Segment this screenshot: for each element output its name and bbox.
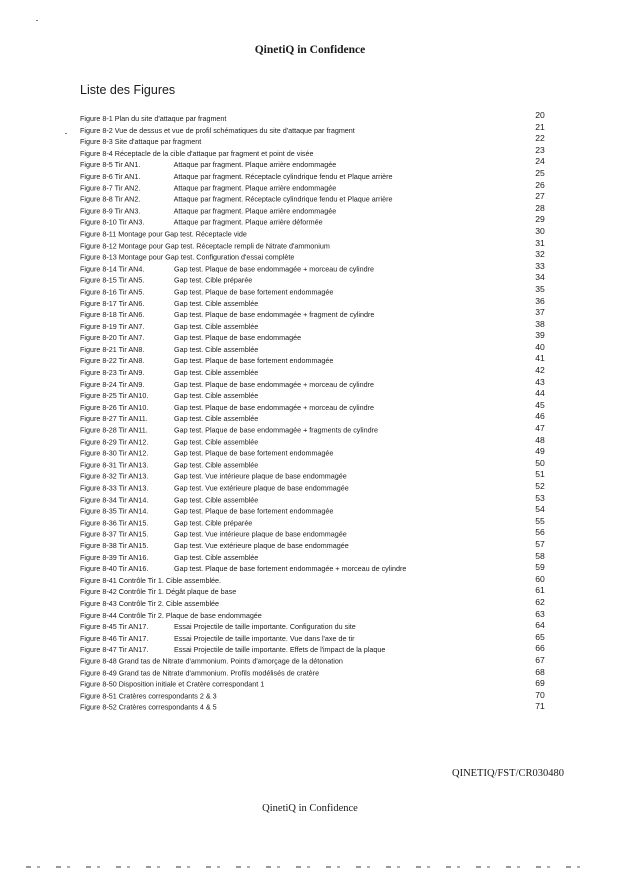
figure-label: Figure 8-4 (80, 148, 113, 158)
page-number: 61 (535, 585, 545, 596)
figure-entry (80, 563, 490, 575)
figure-label: Figure 8-46 Tir AN17. (80, 633, 149, 643)
figure-label: Figure 8-42 (80, 587, 117, 597)
figure-label: Figure 8-29 Tir AN12. (80, 437, 149, 447)
figure-caption: Contrôle Tir 2. Plaque de base endommagée (118, 610, 262, 620)
figure-caption: Disposition initiale et Cratère correspondant 1 (118, 679, 265, 689)
figure-caption: Gap test. Cible assemblée (174, 552, 259, 562)
page-number: 43 (535, 376, 545, 387)
figure-caption: Montage pour Gap test. Réceptacle rempli de Nitrate d'ammonium (118, 241, 330, 251)
figure-entry (80, 436, 490, 448)
page-number: 37 (535, 307, 545, 318)
figure-caption: Montage pour Gap test. Configuration d'essai complète (118, 252, 295, 262)
figure-entry (80, 125, 490, 137)
figure-caption: Gap test. Plaque de base fortement endommagée (174, 506, 334, 516)
figure-entry (80, 656, 490, 668)
figure-label: Figure 8-2 (80, 125, 113, 135)
figure-label: Figure 8-43 (80, 598, 117, 608)
figure-caption: Contrôle Tir 1. Dégât plaque de base (118, 587, 237, 597)
figure-entry (80, 459, 490, 471)
figure-caption: Gap test. Cible assemblée (174, 344, 259, 354)
figure-entry (80, 598, 490, 610)
figure-entry (80, 540, 490, 552)
figure-entry (80, 471, 490, 483)
page-number: 48 (535, 434, 545, 445)
page-number: 22 (535, 133, 545, 144)
page-number: 67 (535, 654, 545, 665)
figure-entry (80, 298, 490, 310)
page-number: 66 (535, 643, 545, 654)
figure-caption: Gap test. Plaque de base endommagée (174, 333, 302, 343)
figure-label: Figure 8-28 Tir AN11. (80, 425, 148, 435)
figure-entry (80, 309, 490, 321)
figure-caption: Gap test. Cible assemblée (174, 460, 259, 470)
figure-entry (80, 517, 490, 529)
figure-label: Figure 8-36 Tir AN15. (80, 518, 149, 528)
page-number: 69 (535, 678, 545, 689)
page-number: 38 (535, 318, 545, 329)
figure-label: Figure 8-48 (80, 656, 117, 666)
figure-label: Figure 8-33 Tir AN13. (80, 483, 149, 493)
figure-entry (80, 633, 490, 645)
page-number: 21 (535, 121, 545, 132)
figure-label: Figure 8-16 Tir AN5. (80, 287, 145, 297)
figure-caption: Gap test. Vue intérieure plaque de base endommagée (174, 471, 347, 481)
figure-label: Figure 8-50 (80, 679, 117, 689)
figure-label: Figure 8-19 Tir AN7. (80, 321, 145, 331)
page-number: 42 (535, 365, 545, 376)
page-number: 20 (535, 110, 545, 120)
figure-entry (80, 482, 490, 494)
figure-entry (80, 702, 490, 714)
figure-entry (80, 332, 490, 344)
figure-caption: Gap test. Vue extérieure plaque de base endommagée (174, 483, 349, 493)
page-number: 63 (535, 608, 545, 619)
figure-label: Figure 8-15 Tir AN5. (80, 275, 145, 285)
figure-caption: Attaque par fragment. Plaque arrière déformée (173, 217, 323, 227)
figure-entry (80, 644, 490, 656)
figure-caption: Gap test. Plaque de base endommagée + morceau de cylindre (174, 402, 374, 412)
figure-caption: Attaque par fragment. Réceptacle cylindrique fendu et Plaque arrière (173, 194, 393, 204)
figure-caption: Cratères correspondants 4 & 5 (118, 702, 217, 712)
page-number: 45 (535, 399, 545, 410)
figure-caption: Gap test. Plaque de base fortement endommagée (174, 287, 334, 297)
figure-caption: Site d'attaque par fragment (114, 137, 202, 147)
page-number: 25 (535, 167, 545, 178)
page-number: 40 (535, 341, 545, 352)
figure-caption: Attaque par fragment. Plaque arrière endommagée (173, 160, 337, 170)
figure-label: Figure 8-35 Tir AN14. (80, 506, 149, 516)
figure-entry (80, 552, 490, 564)
figure-entry (80, 194, 490, 206)
figure-caption: Gap test. Vue extérieure plaque de base endommagée (174, 541, 349, 551)
document-reference: QINETIQ/FST/CR030480 (451, 768, 564, 779)
figure-label: Figure 8-37 Tir AN15. (80, 529, 149, 539)
figure-entry (80, 379, 490, 391)
figure-label: Figure 8-31 Tir AN13. (80, 460, 149, 470)
figure-list (80, 113, 490, 716)
figure-label: Figure 8-20 Tir AN7. (80, 333, 145, 343)
page-number: 55 (535, 515, 545, 526)
figure-label: Figure 8-30 Tir AN12. (80, 448, 149, 458)
figure-entry (80, 171, 490, 183)
figure-entry (80, 355, 490, 367)
page-number: 62 (535, 596, 545, 607)
scan-speck (36, 20, 38, 21)
figure-caption: Gap test. Plaque de base endommagée + morceau de cylindre (174, 379, 374, 389)
figure-caption: Attaque par fragment. Plaque arrière endommagée (173, 183, 337, 193)
figure-entry (80, 586, 490, 598)
figure-entry (80, 286, 490, 298)
page-number: 58 (535, 550, 545, 561)
figure-caption: Gap test. Cible préparée (174, 275, 253, 285)
figure-label: Figure 8-3 (80, 137, 113, 147)
figure-entry (80, 425, 490, 437)
figure-label: Figure 8-24 Tir AN9. (80, 379, 145, 389)
figure-label: Figure 8-21 Tir AN8. (80, 344, 145, 354)
figure-entry (80, 367, 490, 379)
figure-entry (80, 205, 490, 217)
figure-label: Figure 8-34 Tir AN14. (80, 495, 149, 505)
page-number: 32 (535, 249, 545, 260)
figure-entry (80, 113, 490, 125)
figure-entry (80, 679, 490, 691)
figure-entry (80, 390, 490, 402)
page-number: 27 (535, 191, 545, 202)
figure-caption: Gap test. Plaque de base fortement endommagée + morceau de cylindre (174, 564, 407, 574)
figure-label: Figure 8-40 Tir AN16. (80, 564, 149, 574)
figure-entry (80, 621, 490, 633)
page-number: 24 (535, 156, 545, 167)
figure-caption: Vue de dessus et vue de profil schématiques du site d'attaque par fragment (114, 125, 355, 135)
page-number: 26 (535, 179, 545, 190)
figure-caption: Attaque par fragment. Plaque arrière endommagée (173, 206, 337, 216)
figure-label: Figure 8-26 Tir AN10. (80, 402, 149, 412)
page-number: 71 (535, 701, 545, 712)
figure-label: Figure 8-41 (80, 575, 117, 585)
page-number: 29 (535, 214, 545, 225)
page-number: 47 (535, 423, 545, 434)
page-number: 70 (535, 689, 545, 700)
figure-caption: Réceptacle de la cible d'attaque par fragment et point de visée (114, 148, 314, 158)
figure-entry (80, 275, 490, 287)
figure-caption: Grand tas de Nitrate d'ammonium. Points d'amorçage de la détonation (118, 656, 343, 666)
page-number: 33 (535, 260, 545, 271)
figure-label: Figure 8-23 Tir AN9. (80, 368, 145, 378)
page-number: 35 (535, 283, 545, 294)
figure-caption: Cratères correspondants 2 & 3 (118, 691, 217, 701)
list-title: Liste des Figures (80, 83, 176, 97)
figure-label: Figure 8-32 Tir AN13. (80, 471, 149, 481)
figure-entry (80, 252, 490, 264)
figure-label: Figure 8-49 (80, 668, 117, 678)
figure-label: Figure 8-52 (80, 702, 117, 712)
figure-caption: Gap test. Cible assemblée (174, 368, 259, 378)
page-number: 34 (535, 272, 545, 283)
figure-caption: Essai Projectile de taille importante. Vue dans l'axe de tir (174, 633, 355, 643)
figure-entry (80, 263, 490, 275)
figure-caption: Grand tas de Nitrate d'ammonium. Profils modélisés de cratère (118, 668, 320, 678)
figure-caption: Gap test. Cible assemblée (174, 414, 259, 424)
figure-caption: Gap test. Plaque de base fortement endommagée (174, 448, 334, 458)
figure-entry (80, 136, 490, 148)
figure-label: Figure 8-7 Tir AN2. (80, 183, 141, 193)
figure-label: Figure 8-9 Tir AN3. (80, 206, 141, 216)
page-number: 49 (535, 446, 545, 457)
figure-caption: Essai Projectile de taille importante. Configuration du site (174, 622, 356, 632)
figure-label: Figure 8-18 Tir AN6. (80, 310, 145, 320)
figure-label: Figure 8-38 Tir AN15. (80, 541, 149, 551)
figure-entry (80, 690, 490, 702)
figure-caption: Montage pour Gap test. Réceptacle vide (118, 229, 247, 239)
figure-caption: Gap test. Cible assemblée (174, 437, 259, 447)
page-footer: QinetiQ in Confidence (262, 803, 358, 814)
page-number: 41 (535, 353, 545, 364)
figure-entry (80, 182, 490, 194)
figure-label: Figure 8-14 Tir AN4. (80, 264, 145, 274)
page-number: 54 (535, 504, 545, 515)
figure-caption: Gap test. Cible assemblée (174, 391, 259, 401)
figure-entry (80, 529, 490, 541)
page-number: 44 (535, 388, 545, 399)
figure-label: Figure 8-6 Tir AN1. (80, 171, 141, 181)
page-number: 30 (535, 225, 545, 236)
figure-caption: Essai Projectile de taille importante. Effets de l'impact de la plaque (174, 645, 386, 655)
page-number: 57 (535, 538, 545, 549)
scan-artifact-line (26, 866, 586, 868)
figure-label: Figure 8-5 Tir AN1. (80, 160, 141, 170)
figure-label: Figure 8-8 Tir AN2. (80, 194, 141, 204)
figure-entry (80, 402, 490, 414)
figure-entry (80, 413, 490, 425)
figure-label: Figure 8-45 Tir AN17. (80, 622, 149, 632)
figure-entry (80, 159, 490, 171)
figure-label: Figure 8-10 Tir AN3. (80, 217, 145, 227)
page-number: 23 (535, 144, 545, 155)
scan-speck (65, 133, 67, 134)
figure-caption: Gap test. Cible assemblée (174, 298, 259, 308)
page-number: 52 (535, 481, 545, 491)
figure-caption: Gap test. Vue intérieure plaque de base endommagée (174, 529, 347, 539)
figure-label: Figure 8-47 Tir AN17. (80, 645, 149, 655)
figure-label: Figure 8-39 Tir AN16. (80, 552, 149, 562)
figure-caption: Attaque par fragment. Réceptacle cylindrique fendu et Plaque arrière (173, 171, 393, 181)
page-number: 64 (535, 620, 545, 631)
page-number: 28 (535, 202, 545, 213)
page-number: 68 (535, 666, 545, 677)
page-number: 31 (535, 237, 545, 248)
figure-entry (80, 667, 490, 679)
page-number: 56 (535, 527, 545, 538)
page-number: 59 (535, 562, 545, 573)
figure-entry (80, 344, 490, 356)
page-number: 60 (535, 573, 545, 584)
figure-entry (80, 575, 490, 587)
figure-entry (80, 217, 490, 229)
page-number: 51 (535, 469, 545, 480)
figure-label: Figure 8-25 Tir AN10. (80, 391, 149, 401)
figure-label: Figure 8-51 (80, 691, 117, 701)
figure-label: Figure 8-11 (80, 229, 117, 239)
figure-caption: Plan du site d'attaque par fragment (114, 114, 227, 123)
figure-entry (80, 321, 490, 333)
figure-entry (80, 228, 490, 240)
figure-caption: Gap test. Cible préparée (174, 518, 253, 528)
figure-caption: Gap test. Plaque de base fortement endommagée (174, 356, 334, 366)
page-number-column (520, 110, 560, 713)
figure-entry (80, 148, 490, 160)
figure-caption: Contrôle Tir 1. Cible assemblée. (118, 575, 222, 585)
figure-caption: Contrôle Tir 2. Cible assemblée (118, 598, 220, 608)
figure-entry (80, 609, 490, 621)
page-number: 53 (535, 492, 545, 503)
figure-caption: Gap test. Cible assemblée (174, 495, 259, 505)
figure-label: Figure 8-17 Tir AN6. (80, 298, 145, 308)
figure-entry (80, 240, 490, 252)
page-number: 46 (535, 411, 545, 422)
page-number: 65 (535, 631, 545, 642)
figure-caption: Gap test. Plaque de base endommagée + fragments de cylindre (174, 425, 378, 435)
figure-label: Figure 8-1 (80, 114, 113, 123)
figure-entry (80, 506, 490, 518)
figure-caption: Gap test. Cible assemblée (174, 321, 259, 331)
figure-label: Figure 8-13 (80, 252, 117, 262)
figure-caption: Gap test. Plaque de base endommagée + fragment de cylindre (174, 310, 375, 320)
page-number: 39 (535, 330, 545, 341)
page-header: QinetiQ in Confidence (254, 44, 366, 56)
figure-label: Figure 8-12 (80, 241, 117, 251)
figure-entry (80, 494, 490, 506)
figure-caption: Gap test. Plaque de base endommagée + morceau de cylindre (174, 264, 374, 274)
page-number: 36 (535, 295, 545, 306)
figure-entry (80, 448, 490, 460)
figure-label: Figure 8-22 Tir AN8. (80, 356, 145, 366)
figure-label: Figure 8-44 (80, 610, 117, 620)
page-number: 50 (535, 457, 545, 468)
figure-label: Figure 8-27 Tir AN11. (80, 414, 148, 424)
